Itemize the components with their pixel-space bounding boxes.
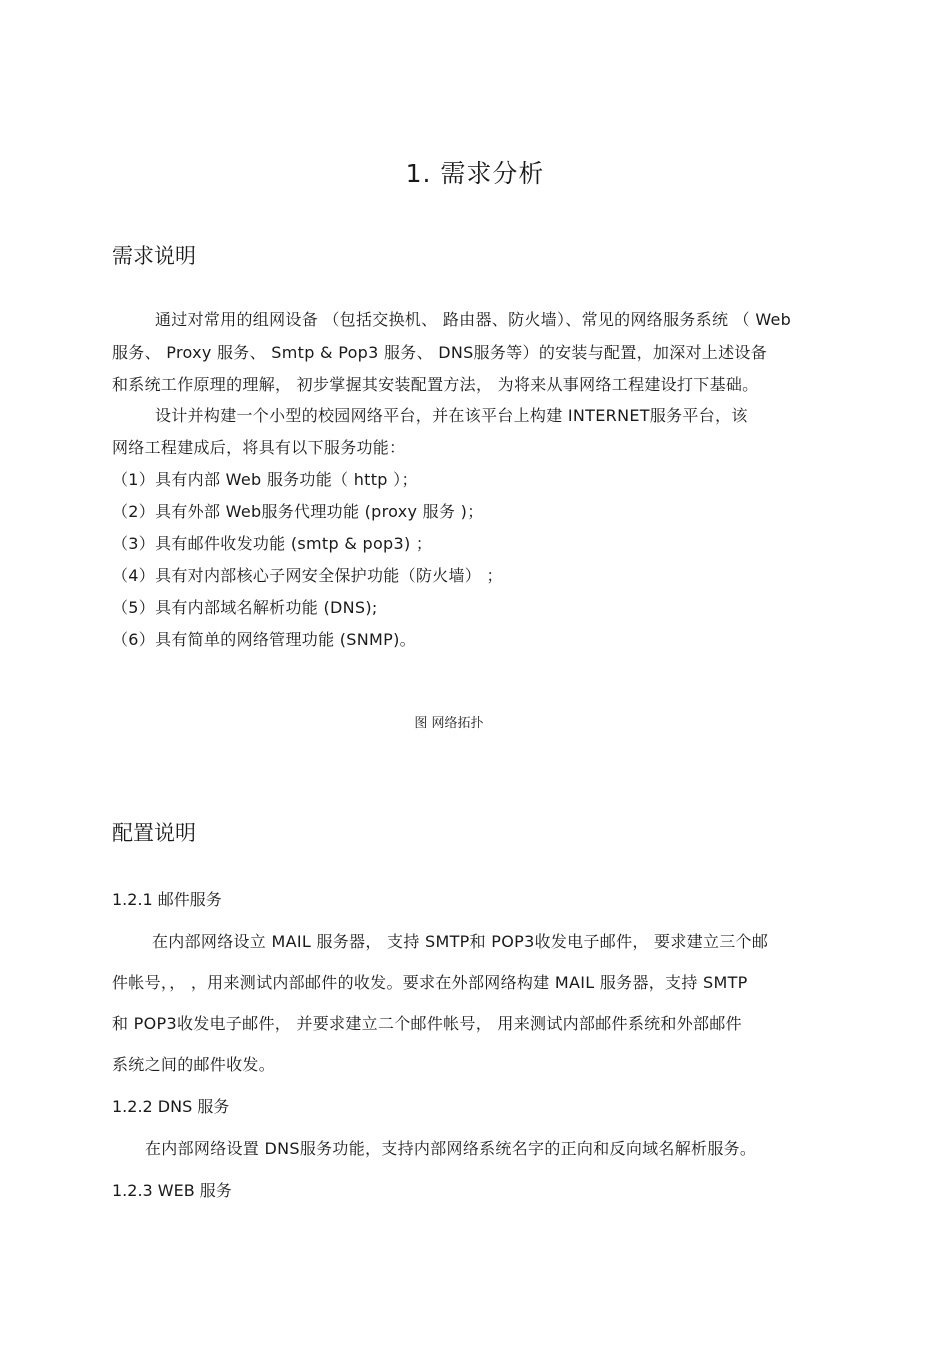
paragraph-line: 设计并构建一个小型的校园网络平台，并在该平台上构建 INTERNET服务平台，该 <box>155 406 748 425</box>
paragraph-line: 在内部网络设立 MAIL 服务器， 支持 SMTP和 POP3收发电子邮件， 要求建立三个邮 <box>152 932 769 951</box>
list-item: （5）具有内部域名解析功能 (DNS); <box>112 598 378 617</box>
paragraph-line: 服务、 Proxy 服务、 Smtp & Pop3 服务、 DNS服务等）的安装与配置，加深对上述设备 <box>112 343 768 362</box>
paragraph-line: 和 POP3收发电子邮件， 并要求建立二个邮件帐号， 用来测试内部邮件系统和外部邮件 <box>112 1014 742 1033</box>
paragraph-line: 通过对常用的组网设备 （包括交换机、 路由器、防火墙）、常见的网络服务系统 （ Web <box>155 310 792 329</box>
page-title: 1. 需求分析 <box>405 159 545 188</box>
paragraph-line: 和系统工作原理的理解， 初步掌握其安装配置方法， 为将来从事网络工程建设打下基础。 <box>112 375 759 394</box>
figure-caption: 图 网络拓扑 <box>414 716 484 731</box>
paragraph-line: 系统之间的邮件收发。 <box>112 1055 276 1074</box>
subsection-heading-dns: 1.2.2 DNS 服务 <box>112 1097 230 1116</box>
list-item: （2）具有外部 Web服务代理功能 (proxy 服务 )； <box>112 502 484 521</box>
list-item: （3）具有邮件收发功能 (smtp & pop3) ； <box>112 534 433 553</box>
section-heading-configuration: 配置说明 <box>112 821 196 845</box>
subsection-heading-mail: 1.2.1 邮件服务 <box>112 890 222 909</box>
list-item: （6）具有简单的网络管理功能 (SNMP)。 <box>112 630 416 649</box>
list-item: （1）具有内部 Web 服务功能（ http ）； <box>112 470 418 489</box>
list-item: （4）具有对内部核心子网安全保护功能（防火墙） ； <box>112 566 503 585</box>
section-heading-requirements: 需求说明 <box>112 244 196 268</box>
paragraph-line: 件帐号，， ，用来测试内部邮件的收发。要求在外部网络构建 MAIL 服务器，支持 SMTP <box>112 973 748 992</box>
paragraph-line: 在内部网络设置 DNS服务功能，支持内部网络系统名字的正向和反向域名解析服务。 <box>145 1139 757 1158</box>
paragraph-line: 网络工程建成后，将具有以下服务功能： <box>112 438 406 457</box>
subsection-heading-web: 1.2.3 WEB 服务 <box>112 1181 232 1200</box>
